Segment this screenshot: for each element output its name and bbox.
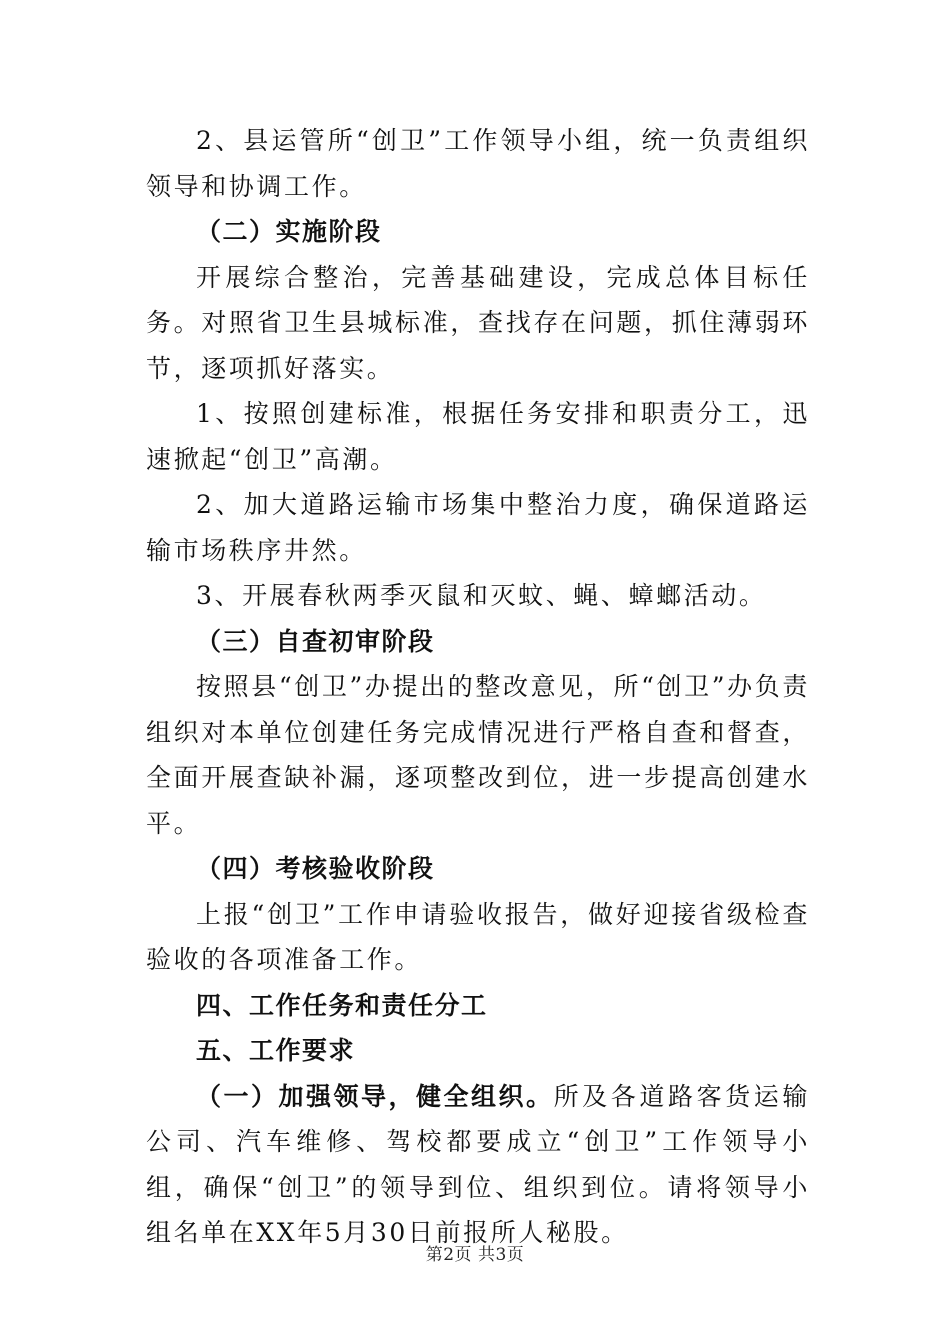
paragraph-leading-group: 2、县运管所“创卫”工作领导小组，统一负责组织领导和协调工作。 (146, 126, 810, 201)
paragraph-item-3: 3、开展春秋两季灭鼠和灭蚊、蝇、蟑螂活动。 (196, 581, 767, 610)
heading-work-requirements: 五、工作要求 (196, 1036, 356, 1065)
page-footer: 第2页 共3页 (425, 1245, 525, 1265)
paragraph-implementation-desc: 开展综合整治，完善基础建设，完成总体目标任务。对照省卫生县城标准，查找存在问题，抓住薄弱环节，逐项抓好落实。 (146, 262, 810, 383)
paragraph-item-1: 1、按照创建标准，根据任务安排和职责分工，迅速掀起“创卫”高潮。 (146, 399, 810, 474)
leadership-requirement-lead: （一）加强领导，健全组织。 (196, 1081, 554, 1111)
heading-tasks-responsibilities: 四、工作任务和责任分工 (196, 990, 488, 1020)
paragraph-acceptance-desc: 上报“创卫”工作申请验收报告，做好迎接省级检查验收的各项准备工作。 (146, 899, 810, 974)
heading-acceptance-stage: （四）考核验收阶段 (196, 854, 435, 883)
heading-implementation-stage: （二）实施阶段 (196, 217, 382, 246)
paragraph-self-check-desc: 按照县“创卫”办提出的整改意见，所“创卫”办负责组织对本单位创建任务完成情况进行严格自查和督查，全面开展查缺补漏，逐项整改到位，进一步提高创建水平。 (146, 672, 810, 838)
leadership-requirement-body: 所及各道路客货运输公司、汽车维修、驾校都要成立“创卫”工作领导小组，确保“创卫”的领导到位、组织到位。请将领导小组名单在XX年5月30日前报所人秘股。 (146, 1081, 810, 1247)
paragraph-item-2: 2、加大道路运输市场集中整治力度，确保道路运输市场秩序井然。 (146, 490, 810, 565)
heading-self-check-stage: （三）自查初审阶段 (196, 626, 435, 656)
document-body (146, 118, 810, 1256)
paragraph-leadership-requirement (146, 1074, 810, 1256)
